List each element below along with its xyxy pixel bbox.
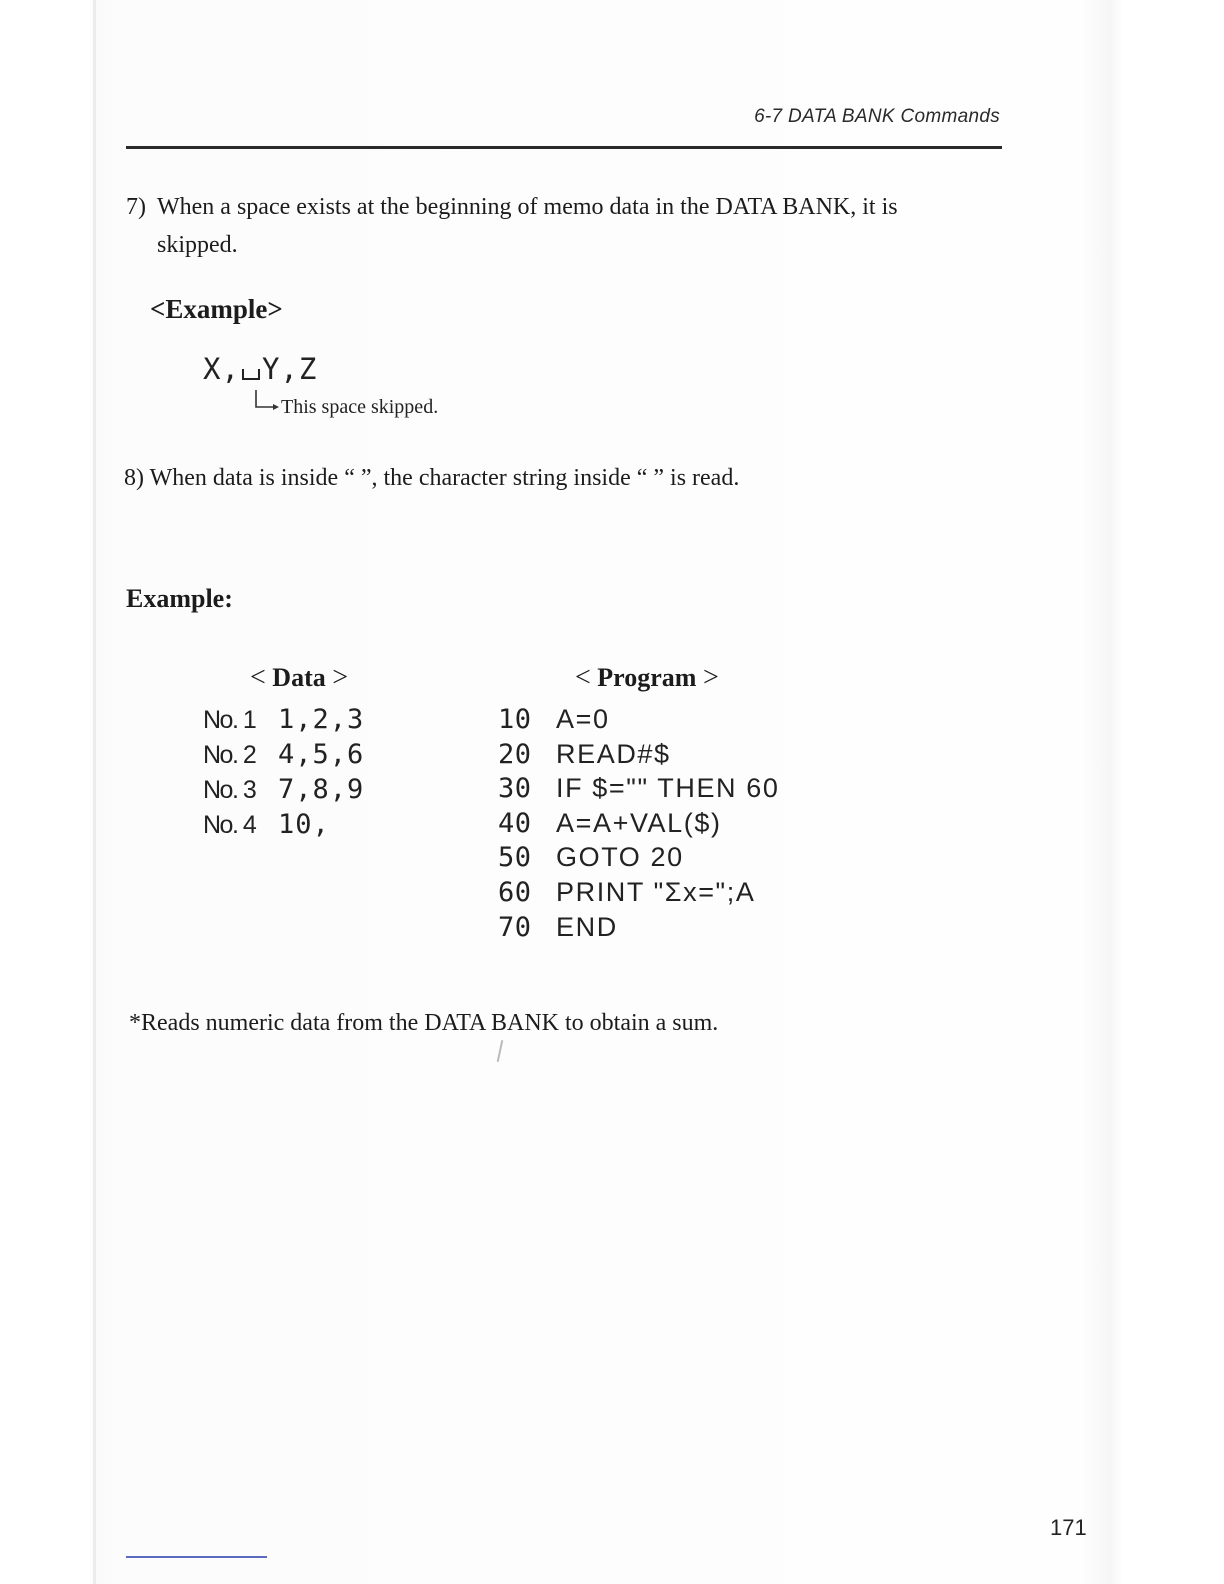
data-row [203,772,364,807]
program-heading-text: Program [597,663,697,692]
header-rule [126,146,1002,149]
data-list [203,702,364,842]
item-7-line1: When a space exists at the beginning of memo data in the DATA BANK, it is [157,194,898,220]
line-code: IF $="" THEN 60 [556,773,780,804]
xyz-comma-1: , [221,352,240,386]
item-7-line2: skipped. [157,232,238,258]
line-number: 20 [498,738,532,770]
data-column-heading [250,662,348,694]
line-number: 50 [498,842,532,874]
program-heading-open: < [575,662,591,693]
data-record-value: 4,5,6 [278,739,365,770]
data-record-number: No. 4 [203,811,256,839]
data-record-number: No. 2 [203,741,256,769]
item-8-text: When data is inside “ ”, the character string inside “ ” is read. [149,465,740,491]
skip-note: This space skipped. [281,396,439,418]
data-row [203,737,364,772]
running-head: 6-7 DATA BANK Commands [754,106,1000,127]
program-listing [498,702,780,944]
data-record-value: 7,8,9 [278,774,365,805]
skip-arrow-icon [254,390,282,416]
program-line [498,910,780,945]
scan-edge [93,0,96,1584]
footnote: *Reads numeric data from the DATA BANK to obtain a sum. [129,1010,719,1036]
stray-pencil-mark [497,1040,504,1062]
data-record-value: 1,2,3 [278,704,365,735]
program-line [498,875,780,910]
item-8-number: 8) [124,465,144,491]
data-record-value: 10, [278,809,330,840]
item-8 [124,459,1004,497]
xyz-x: X [203,352,222,386]
line-number: 60 [498,876,532,908]
line-code: GOTO 20 [556,842,684,873]
program-heading-close: > [702,662,719,693]
program-line [498,737,780,772]
xyz-comma-2: , [280,352,299,386]
data-record-number: No. 3 [203,776,256,804]
example-label: <Example> [150,294,283,324]
line-code: A=0 [556,704,610,734]
line-number: 70 [498,911,532,943]
line-number: 40 [498,807,532,839]
line-code: PRINT "Σx=";A [556,876,756,907]
line-code: A=A+VAL($) [556,807,722,838]
xyz-y: Y [261,352,281,386]
program-line [498,806,780,841]
item-7 [126,188,1006,264]
xyz-example [203,352,317,386]
program-column-heading [575,662,719,694]
line-code: END [556,911,618,942]
line-code: READ#$ [556,738,671,769]
page-number: 171 [1050,1515,1087,1540]
line-number: 10 [498,704,532,735]
program-line [498,702,780,737]
data-heading-open: < [250,662,266,693]
program-line [498,840,780,875]
program-line [498,771,780,806]
example-heading: Example: [126,584,233,613]
xyz-z: Z [298,352,318,386]
bottom-rule [126,1556,267,1558]
data-row [203,702,364,737]
item-7-number: 7) [126,194,146,220]
data-heading-text: Data [272,663,326,692]
data-record-number: No. 1 [203,706,256,734]
space-marker-icon [242,369,260,380]
data-row [203,807,364,842]
data-heading-close: > [332,662,349,693]
line-number: 30 [498,773,532,805]
